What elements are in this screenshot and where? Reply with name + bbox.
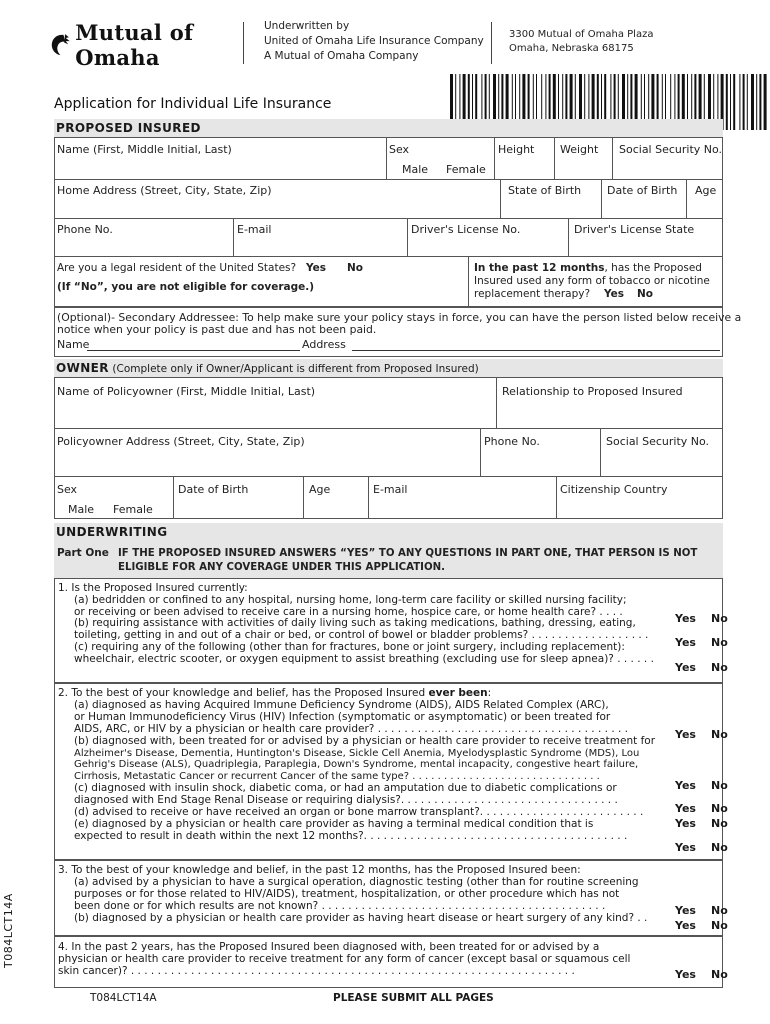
question-line: or Human Immunodeficiency Virus (HIV) Infection (symptomatic or asymptomatic) or been treated for <box>74 710 611 723</box>
secondary-addressee-text <box>57 312 741 336</box>
section-proposed-insured: PROPOSED INSURED <box>54 119 723 137</box>
barcode-bar <box>743 74 745 130</box>
company-address <box>509 28 653 56</box>
question-2: 2. To the best of your knowledge and belief, has the Proposed Insured ever been: (a) diagnosed as having Acquired Immune Deficiency Syndrome (AIDS), AIDS Related Complex (ARC), or Human Immunodeficiency Virus (HIV) Infection (symptomatic or asymptomatic) or been treated for AIDS, ARC, or HIV by a physician or health care provider? . . . . . . . . . . . . . . . . . . . . . . . . . . . . . . . . . . . . . . (b) diagnosed with, been treated for or advised by a physician or health care provider to receive treatment for Alzheimer's Disease, Dementia, Huntington's Disease, Sickle Cell Anemia, Myelodysplastic Syndrome (MDS), Lou Gehrig's Disease (ALS), Quadriplegia, Paraplegia, Down's Syndrome, mental incapacity, congestive heart failure, Cirrhosis, Metastatic Cancer or recurrent Cancer of the same type? . . . . . . . . . . . . . . . . . . . . . . . . . . . . . . (c) diagnosed with insulin shock, diabetic coma, or had an amputation due to diabetic complications or diagnosed with End Stage Renal Disease or requiring dialysis?. . . . . . . . . . . . . . . . . . . . . . . . . . . . . . . . . (d) advised to receive or have received an organ or bone marrow transplant?. . . . . . . . . . . . . . . . . . . . . . . . . (e) diagnosed by a physician or health care provider as having a terminal medical condition that is expected to result in death within the next 12 months?. . . . . . . . . . . . . . . . . . . . . . . . . . . . . . . . . . . . . . . . <box>58 687 656 842</box>
field-relationship[interactable]: Relationship to Proposed Insured <box>502 385 683 398</box>
question-line: (c) diagnosed with insulin shock, diabetic coma, or had an amputation due to diabetic complications or <box>74 782 617 795</box>
field-weight[interactable]: Weight <box>560 143 599 156</box>
barcode-bar <box>756 74 757 130</box>
field-citizenship[interactable]: Citizenship Country <box>560 483 668 496</box>
tobacco-line: Insured used any form of tobacco or nicotine <box>474 275 710 287</box>
brand-logo <box>48 20 238 70</box>
field-home-address[interactable]: Home Address (Street, City, State, Zip) <box>57 184 272 197</box>
tobacco-no[interactable]: No <box>637 288 654 300</box>
address-line: Omaha, Nebraska 68175 <box>509 43 634 54</box>
question-line: (c) requiring any of the following (other than for fractures, bone or joint surgery, including replacement): <box>74 640 625 653</box>
field-owner-email[interactable]: E-mail <box>373 483 408 496</box>
q2e-no[interactable]: No <box>711 841 728 854</box>
header-divider <box>243 22 244 64</box>
q1a-no[interactable]: No <box>711 612 728 625</box>
tobacco-yes[interactable]: Yes <box>604 288 625 300</box>
part-one-label: Part One <box>57 547 109 559</box>
question-line: (e) diagnosed by a physician or health care provider as having a terminal medical condition that is <box>74 817 594 830</box>
warning-line: IF THE PROPOSED INSURED ANSWERS “YES” TO ANY QUESTIONS IN PART ONE, THAT PERSON IS NOT <box>118 548 698 559</box>
tobacco-question <box>474 262 710 301</box>
question-line: wheelchair, electric scooter, or oxygen equipment to assist breathing (excluding use for sleep apnea)? . . . . . . <box>74 652 654 665</box>
q2d-no[interactable]: No <box>711 817 728 830</box>
underwritten-by <box>264 19 484 64</box>
question-line: AIDS, ARC, or HIV by a physician or health care provider? . . . . . . . . . . . . . . . . . . . . . . . . . . . . . . . . . . . . . . <box>74 722 629 735</box>
field-owner-ssn[interactable]: Social Security No. <box>606 435 710 448</box>
barcode-bar <box>739 74 740 130</box>
question-line: (b) diagnosed with, been treated for or advised by a physician or health care provider to receive treatment for <box>74 734 656 747</box>
barcode-bar <box>733 74 735 130</box>
barcode-bar <box>747 74 748 130</box>
q1c-no[interactable]: No <box>711 661 728 674</box>
question-4 <box>58 942 630 978</box>
secondary-line: notice when your policy is past due and has not been paid. <box>57 323 377 336</box>
header-divider <box>491 22 492 64</box>
underwritten-line: United of Omaha Life Insurance Company <box>264 35 484 47</box>
question-line: or receiving or been advised to receive care in a nursing home, hospice care, or home health care? . . . . <box>74 605 623 618</box>
form-code: T084LCT14A <box>90 992 157 1004</box>
not-eligible-note: (If “No”, you are not eligible for coverage.) <box>57 281 315 293</box>
question-line: Alzheimer's Disease, Dementia, Huntington's Disease, Sickle Cell Anemia, Myelodysplastic Syndrome (MDS), Lou <box>74 747 640 759</box>
question-emphasis: ever been <box>428 687 488 699</box>
question-line: 3. To the best of your knowledge and belief, in the past 12 months, has the Proposed Insured been: <box>58 864 581 876</box>
field-date-of-birth[interactable]: Date of Birth <box>607 184 678 197</box>
tobacco-line: , has the Proposed <box>604 262 702 274</box>
question-line: 2. To the best of your knowledge and belief, has the Proposed Insured <box>58 687 429 699</box>
side-form-code: T084LCT14A <box>2 893 15 968</box>
barcode-bar <box>759 74 761 130</box>
tobacco-emphasis: In the past 12 months <box>474 262 605 274</box>
field-policyowner-name[interactable]: Name of Policyowner (First, Middle Initial, Last) <box>57 385 316 398</box>
tobacco-line: replacement therapy? <box>474 288 591 300</box>
q4-no[interactable]: No <box>711 968 728 981</box>
question-line: skin cancer)? . . . . . . . . . . . . . . . . . . . . . . . . . . . . . . . . . . . . . . . . . . . . . . . . . . . . . . . . . . . . . . . . . . . <box>58 964 575 977</box>
owner-sex-female-option[interactable]: Female <box>113 503 153 516</box>
owner-heading: OWNER <box>56 361 109 375</box>
question-line: (a) advised by a physician to have a surgical operation, diagnostic testing (other than for routine screening <box>74 875 639 888</box>
question-line: (a) bedridden or confined to any hospital, nursing home, long-term care facility or skilled nursing facility; <box>74 593 627 606</box>
sex-male-option[interactable]: Male <box>402 163 429 176</box>
field-ssn[interactable]: Social Security No. <box>619 143 723 156</box>
q3a-yes[interactable]: Yes <box>675 904 696 917</box>
section-underwriting: UNDERWRITING <box>54 523 723 542</box>
field-owner-dob[interactable]: Date of Birth <box>178 483 249 496</box>
question-line: Gehrig's Disease (ALS), Quadriplegia, Paraplegia, Down's Syndrome, mental incapacity, congestive heart failure, <box>74 759 639 771</box>
q2d-yes[interactable]: Yes <box>675 817 696 830</box>
question-line: (b) diagnosed by a physician or health care provider as having heart disease or heart surgery of any kind? . . <box>74 911 648 924</box>
sex-female-option[interactable]: Female <box>446 163 486 176</box>
owner-grid <box>54 377 723 519</box>
secondary-address-label: Address <box>302 338 346 351</box>
field-owner-phone[interactable]: Phone No. <box>484 435 540 448</box>
q2c-no[interactable]: No <box>711 802 728 815</box>
legal-resident-yes[interactable]: Yes <box>306 262 327 274</box>
question-line: physician or health care provider to receive treatment for any form of cancer (except basal or squamous cell <box>58 952 631 965</box>
underwritten-line: A Mutual of Omaha Company <box>264 50 419 62</box>
q2e-yes[interactable]: Yes <box>675 841 696 854</box>
brand-name: Mutual of Omaha <box>75 20 194 70</box>
question-line: toileting, getting in and out of a chair or bed, or control of bowel or bladder problems? . . . . . . . . . . . . . . . . . . <box>74 629 649 642</box>
field-height[interactable]: Height <box>498 143 535 156</box>
submit-notice: PLEASE SUBMIT ALL PAGES <box>333 992 494 1004</box>
address-line: 3300 Mutual of Omaha Plaza <box>509 29 654 40</box>
question-1 <box>58 583 654 666</box>
q4-yes[interactable]: Yes <box>675 968 696 981</box>
question-line: expected to result in death within the next 12 months?. . . . . . . . . . . . . . . . . . . . . . . . . . . . . . . . . . . . . . . . <box>74 829 628 842</box>
legal-resident-no[interactable]: No <box>347 262 364 274</box>
secondary-name-label: Name <box>57 338 90 351</box>
question-3 <box>58 865 647 925</box>
q1a-yes[interactable]: Yes <box>675 612 696 625</box>
part-one-warning <box>118 547 697 575</box>
field-phone[interactable]: Phone No. <box>57 223 113 236</box>
secondary-name-input[interactable] <box>87 350 300 351</box>
q2b-no[interactable]: No <box>711 779 728 792</box>
secondary-address-input[interactable] <box>352 350 720 351</box>
question-line: Cirrhosis, Metastatic Cancer or recurrent Cancer of the same type? . . . . . . . . . . . . . . . . . . . . . . . . . . . . . . <box>74 771 600 783</box>
field-sex: Sex <box>389 143 410 156</box>
field-name[interactable]: Name (First, Middle Initial, Last) <box>57 143 232 156</box>
field-drivers-license-no[interactable]: Driver's License No. <box>411 223 521 236</box>
warning-line: ELIGIBLE FOR ANY COVERAGE UNDER THIS APPLICATION. <box>118 562 446 573</box>
field-age[interactable]: Age <box>695 184 717 197</box>
q2a-yes[interactable]: Yes <box>675 728 696 741</box>
q3a-no[interactable]: No <box>711 904 728 917</box>
barcode-bar <box>730 74 731 130</box>
q3b-no[interactable]: No <box>711 919 728 932</box>
q1c-yes[interactable]: Yes <box>675 661 696 674</box>
q2b-yes[interactable]: Yes <box>675 779 696 792</box>
indian-head-logo-icon <box>48 29 71 61</box>
q1b-no[interactable]: No <box>711 636 728 649</box>
field-policyowner-address[interactable]: Policyowner Address (Street, City, State, Zip) <box>57 435 305 448</box>
owner-sex-male-option[interactable]: Male <box>68 503 95 516</box>
barcode-bar <box>726 74 728 130</box>
question-line: diagnosed with End Stage Renal Disease or requiring dialysis?. . . . . . . . . . . . . . . . . . . . . . . . . . . . . . . . . <box>74 794 618 807</box>
question-line: purposes or for those related to HIV/AIDS), treatment, hospitalization, or other procedure which has not <box>74 887 620 900</box>
barcode-bar <box>764 74 767 130</box>
secondary-line: (Optional)- Secondary Addressee: To help make sure your policy stays in force, you can have the person listed below receive a <box>57 311 742 324</box>
question-line: 4. In the past 2 years, has the Proposed Insured been diagnosed with, been treated for or advised by a <box>58 941 600 953</box>
field-state-of-birth[interactable]: State of Birth <box>508 184 582 197</box>
underwritten-line: Underwritten by <box>264 20 350 32</box>
q2a-no[interactable]: No <box>711 728 728 741</box>
question-line: (d) advised to receive or have received an organ or bone marrow transplant?. . . . . . . . . . . . . . . . . . . . . . . . . <box>74 806 644 819</box>
barcode-bar <box>751 74 754 130</box>
legal-resident-question: Are you a legal resident of the United States? <box>57 262 297 274</box>
section-owner <box>54 359 723 377</box>
field-owner-age[interactable]: Age <box>309 483 331 496</box>
question-line: (b) requiring assistance with activities of daily living such as taking medications, bathing, dressing, eating, <box>74 617 636 630</box>
q1b-yes[interactable]: Yes <box>675 636 696 649</box>
question-line: 1. Is the Proposed Insured currently: <box>58 582 248 594</box>
q2c-yes[interactable]: Yes <box>675 802 696 815</box>
q3b-yes[interactable]: Yes <box>675 919 696 932</box>
owner-note: (Complete only if Owner/Applicant is different from Proposed Insured) <box>112 363 479 375</box>
field-email[interactable]: E-mail <box>237 223 272 236</box>
question-line: been done or for which results are not known? . . . . . . . . . . . . . . . . . . . . . . . . . . . . . . . . . . . . . . . . . . . <box>74 899 606 912</box>
field-owner-sex: Sex <box>57 483 78 496</box>
field-drivers-license-state[interactable]: Driver's License State <box>574 223 695 236</box>
question-line: (a) diagnosed as having Acquired Immune Deficiency Syndrome (AIDS), AIDS Related Complex (ARC), <box>74 698 609 711</box>
form-title: Application for Individual Life Insurance <box>54 96 332 112</box>
